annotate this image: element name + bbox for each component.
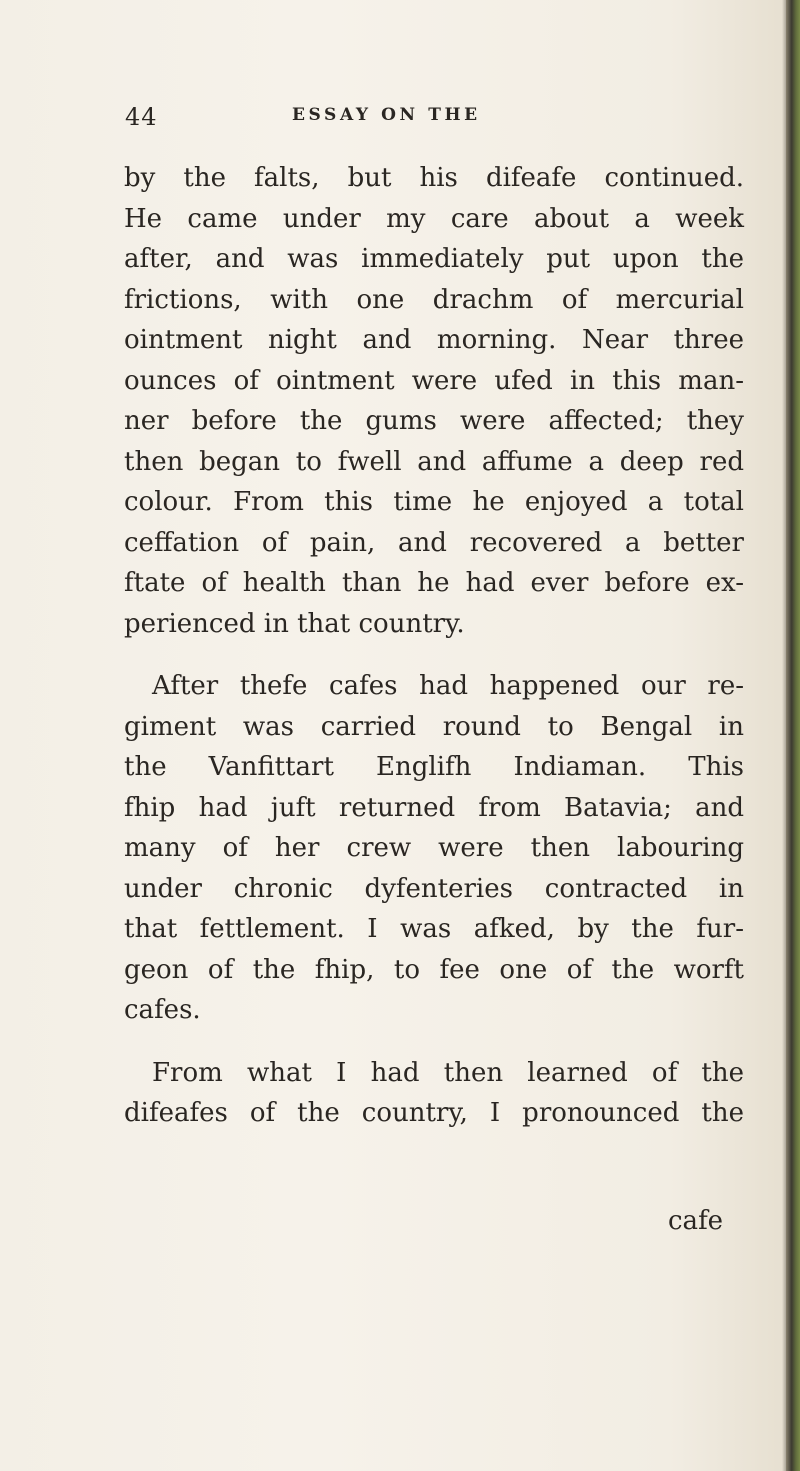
text-line: difeafes of the country, I pronounced the <box>124 1098 744 1128</box>
text-line: after, and was immediately put upon the <box>124 244 744 274</box>
text-line: that fettlement. I was afked, by the fur- <box>124 914 744 944</box>
page-header <box>0 103 788 143</box>
paragraph-gap <box>124 1031 744 1053</box>
text-line: From what I had then learned of the <box>152 1057 744 1088</box>
text-line: After thefe cafes had happened our re- <box>152 671 744 701</box>
paragraph-1 <box>124 158 744 644</box>
page-number: 44 <box>125 103 158 131</box>
text-line: ner before the gums were affected; they <box>124 406 744 436</box>
text-line: ointment night and morning. Near three <box>124 325 744 355</box>
body-text <box>124 158 744 1134</box>
text-line: colour. From this time he enjoyed a total <box>124 487 744 517</box>
catchword: cafe <box>668 1206 724 1236</box>
text-line: geon of the fhip, to fee one of the worft <box>124 954 744 985</box>
text-line: cafes. <box>124 995 201 1025</box>
text-line: then began to fwell and affume a deep red <box>124 446 744 477</box>
running-head: ESSAY ON THE <box>292 105 481 125</box>
text-line: fhip had juft returned from Batavia; and <box>124 792 744 823</box>
paragraph-2 <box>124 666 744 1031</box>
text-line: perienced in that country. <box>124 608 465 639</box>
text-line: giment was carried round to Bengal in <box>124 711 744 742</box>
text-line: ounces of ointment were ufed in this man- <box>124 365 744 396</box>
text-line: under chronic dyfenteries contracted in <box>124 873 744 904</box>
paragraph-gap <box>124 644 744 666</box>
text-line: frictions, with one drachm of mercurial <box>124 284 744 315</box>
text-line: the Vanfittart Englifh Indiaman. This <box>124 752 744 782</box>
book-binding-edge <box>786 0 800 1471</box>
text-line: He came under my care about a week <box>124 203 744 234</box>
text-line: ftate of health than he had ever before ex- <box>124 568 744 598</box>
text-line: by the falts, but his difeafe continued. <box>124 163 744 193</box>
text-line: many of her crew were then labouring <box>124 833 744 863</box>
text-line: ceffation of pain, and recovered a better <box>124 527 744 558</box>
paragraph-3 <box>124 1053 744 1134</box>
